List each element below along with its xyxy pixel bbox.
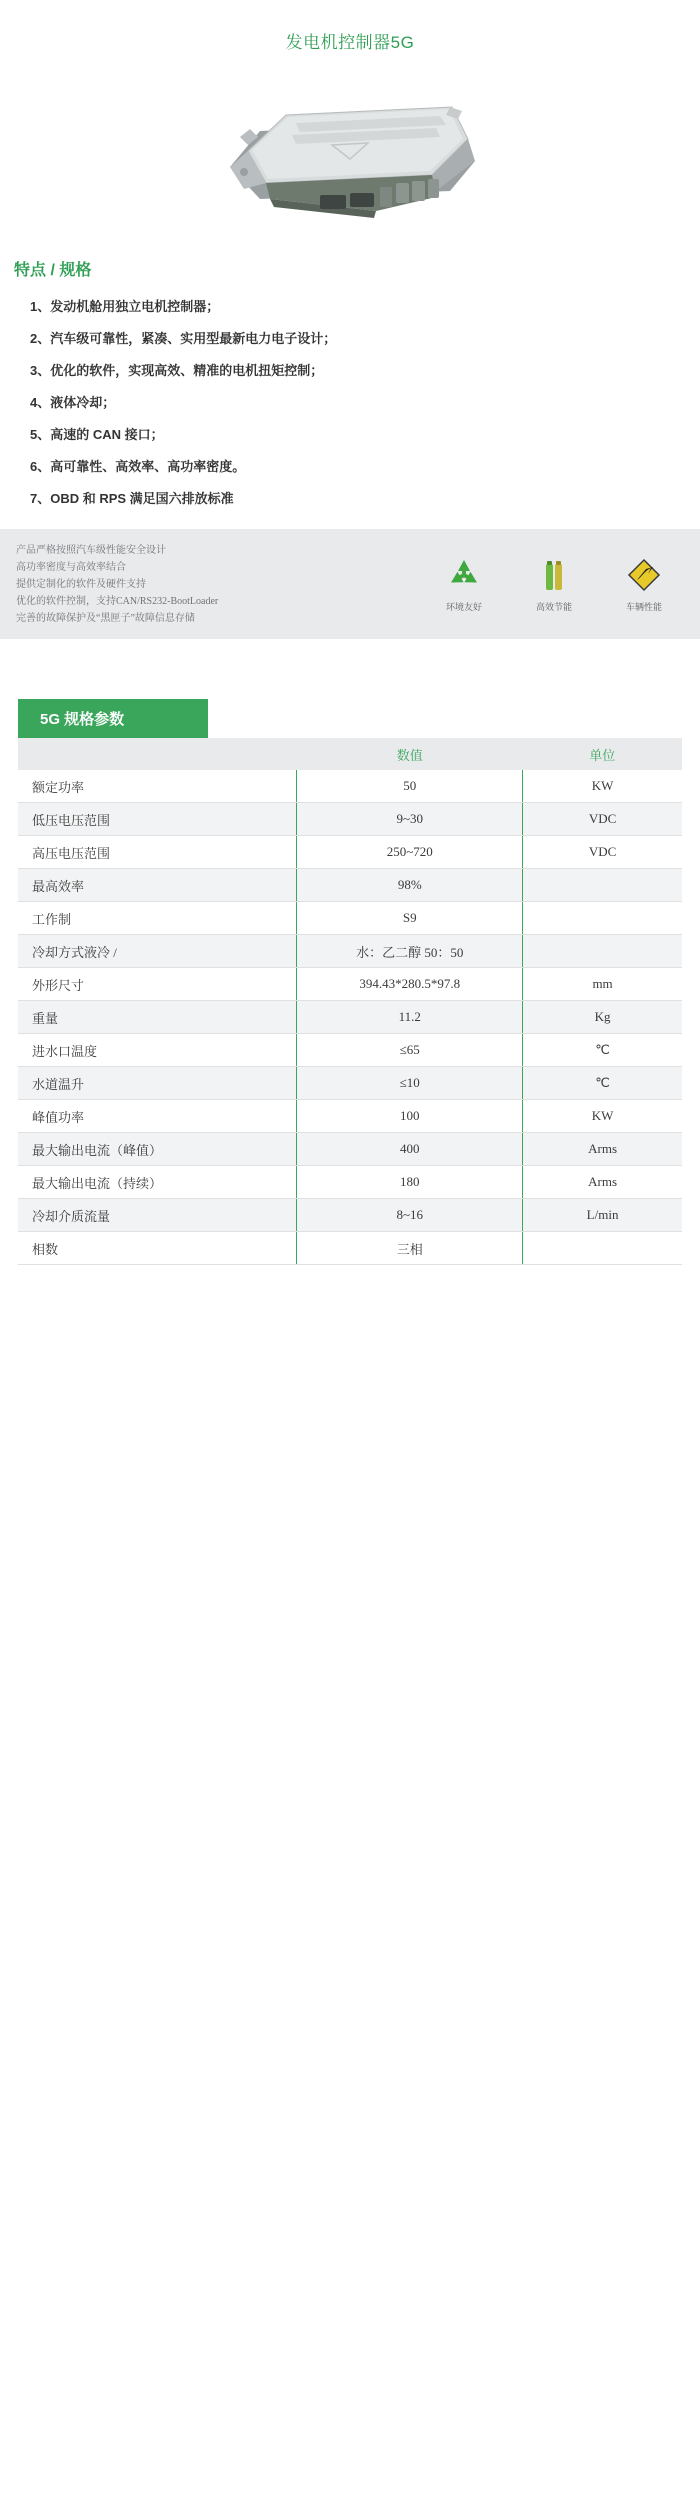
feature-item: 6、高可靠性、高效率、高功率密度。 bbox=[30, 459, 246, 474]
spec-unit: VDC bbox=[523, 803, 682, 836]
table-row bbox=[18, 1133, 682, 1166]
spec-unit: mm bbox=[523, 968, 682, 1001]
spec-unit: Kg bbox=[523, 1001, 682, 1034]
info-band-line: 完善的故障保护及“黑匣子”故障信息存储 bbox=[16, 612, 195, 624]
spec-header-unit: 单位 bbox=[523, 738, 682, 770]
spec-label: 高压电压范围 bbox=[18, 836, 297, 869]
spec-label: 低压电压范围 bbox=[18, 803, 297, 836]
spec-value: 50 bbox=[297, 770, 523, 803]
page-title: 发电机控制器5G bbox=[285, 33, 415, 52]
spec-unit: KW bbox=[523, 1100, 682, 1133]
feature-item: 5、高速的 CAN 接口； bbox=[30, 427, 164, 442]
spec-label: 峰值功率 bbox=[18, 1100, 297, 1133]
table-row bbox=[18, 1166, 682, 1199]
spec-label: 外形尺寸 bbox=[18, 968, 297, 1001]
features-list bbox=[0, 296, 700, 507]
spec-label: 工作制 bbox=[18, 902, 297, 935]
spec-unit: ℃ bbox=[523, 1034, 682, 1067]
info-band-line: 产品严格按照汽车级性能安全设计 bbox=[16, 544, 166, 556]
table-row bbox=[18, 1001, 682, 1034]
spec-unit bbox=[523, 1232, 682, 1265]
spec-value: 400 bbox=[297, 1133, 523, 1166]
info-icon-vehicle bbox=[612, 553, 676, 613]
spec-label: 相数 bbox=[18, 1232, 297, 1265]
spec-value: ≤65 bbox=[297, 1034, 523, 1067]
spec-label: 水道温升 bbox=[18, 1067, 297, 1100]
table-row bbox=[18, 1034, 682, 1067]
spec-value: 394.43*280.5*97.8 bbox=[297, 968, 523, 1001]
spec-value: 100 bbox=[297, 1100, 523, 1133]
spec-label: 额定功率 bbox=[18, 770, 297, 803]
spec-value: 水：乙二醇 50：50 bbox=[297, 935, 523, 968]
spec-unit bbox=[523, 935, 682, 968]
info-band-icons bbox=[432, 553, 676, 613]
spec-unit bbox=[523, 869, 682, 902]
spec-title: 5G 规格参数 bbox=[18, 699, 208, 738]
spec-label: 冷却介质流量 bbox=[18, 1199, 297, 1232]
spec-value: 8~16 bbox=[297, 1199, 523, 1232]
spec-unit: Arms bbox=[523, 1166, 682, 1199]
spec-value: S9 bbox=[297, 902, 523, 935]
spec-unit: L/min bbox=[523, 1199, 682, 1232]
spec-unit: ℃ bbox=[523, 1067, 682, 1100]
recycle-icon bbox=[432, 553, 496, 597]
info-icon-caption: 车辆性能 bbox=[625, 602, 662, 612]
feature-item: 3、优化的软件，实现高效、精准的电机扭矩控制； bbox=[30, 363, 324, 378]
spec-value: 三相 bbox=[297, 1232, 523, 1265]
table-row bbox=[18, 869, 682, 902]
spec-label: 最大输出电流（持续） bbox=[18, 1166, 297, 1199]
table-row bbox=[18, 902, 682, 935]
feature-item: 4、液体冷却； bbox=[30, 395, 116, 410]
table-row bbox=[18, 836, 682, 869]
table-row bbox=[18, 1100, 682, 1133]
table-row bbox=[18, 935, 682, 968]
info-icon-caption: 高效节能 bbox=[535, 602, 572, 612]
spec-value: ≤10 bbox=[297, 1067, 523, 1100]
spec-header-value: 数值 bbox=[297, 738, 523, 770]
info-band bbox=[0, 529, 700, 639]
table-row bbox=[18, 1232, 682, 1265]
spec-value: 98% bbox=[297, 869, 523, 902]
product-image-wrap bbox=[0, 71, 700, 221]
table-header-row bbox=[18, 738, 682, 770]
spec-value: 9~30 bbox=[297, 803, 523, 836]
info-band-line: 提供定制化的软件及硬件支持 bbox=[16, 578, 146, 590]
spec-unit bbox=[523, 902, 682, 935]
spec-table bbox=[18, 738, 682, 1265]
features-heading: 特点 / 规格 bbox=[14, 262, 92, 279]
info-icon-energy bbox=[522, 553, 586, 613]
spec-label: 最大输出电流（峰值） bbox=[18, 1133, 297, 1166]
info-band-line: 高功率密度与高效率结合 bbox=[16, 561, 126, 573]
spec-unit: VDC bbox=[523, 836, 682, 869]
battery-icon bbox=[522, 553, 586, 597]
spec-value: 11.2 bbox=[297, 1001, 523, 1034]
spec-label: 进水口温度 bbox=[18, 1034, 297, 1067]
info-icon-eco bbox=[432, 553, 496, 613]
table-row bbox=[18, 1067, 682, 1100]
spec-label: 冷却方式液冷 / bbox=[18, 935, 297, 968]
spec-unit: Arms bbox=[523, 1133, 682, 1166]
feature-item: 7、OBD 和 RPS 满足国六排放标准 bbox=[30, 491, 234, 506]
table-row bbox=[18, 1199, 682, 1232]
spec-value: 180 bbox=[297, 1166, 523, 1199]
info-band-text bbox=[16, 542, 346, 627]
spec-unit: KW bbox=[523, 770, 682, 803]
spec-label: 重量 bbox=[18, 1001, 297, 1034]
spec-table-body bbox=[18, 770, 682, 1265]
spec-value: 250~720 bbox=[297, 836, 523, 869]
table-row bbox=[18, 803, 682, 836]
road-sign-icon bbox=[612, 553, 676, 597]
controller-product-image bbox=[200, 71, 500, 219]
table-row bbox=[18, 770, 682, 803]
info-band-line: 优化的软件控制，支持CAN/RS232-BootLoader bbox=[16, 595, 219, 607]
spec-label: 最高效率 bbox=[18, 869, 297, 902]
feature-item: 2、汽车级可靠性，紧凑、实用型最新电力电子设计； bbox=[30, 331, 337, 346]
feature-item: 1、发动机舱用独立电机控制器； bbox=[30, 299, 220, 314]
spec-header-blank bbox=[18, 738, 297, 770]
info-icon-caption: 环境友好 bbox=[445, 602, 482, 612]
table-row bbox=[18, 968, 682, 1001]
spec-section bbox=[18, 699, 682, 1265]
